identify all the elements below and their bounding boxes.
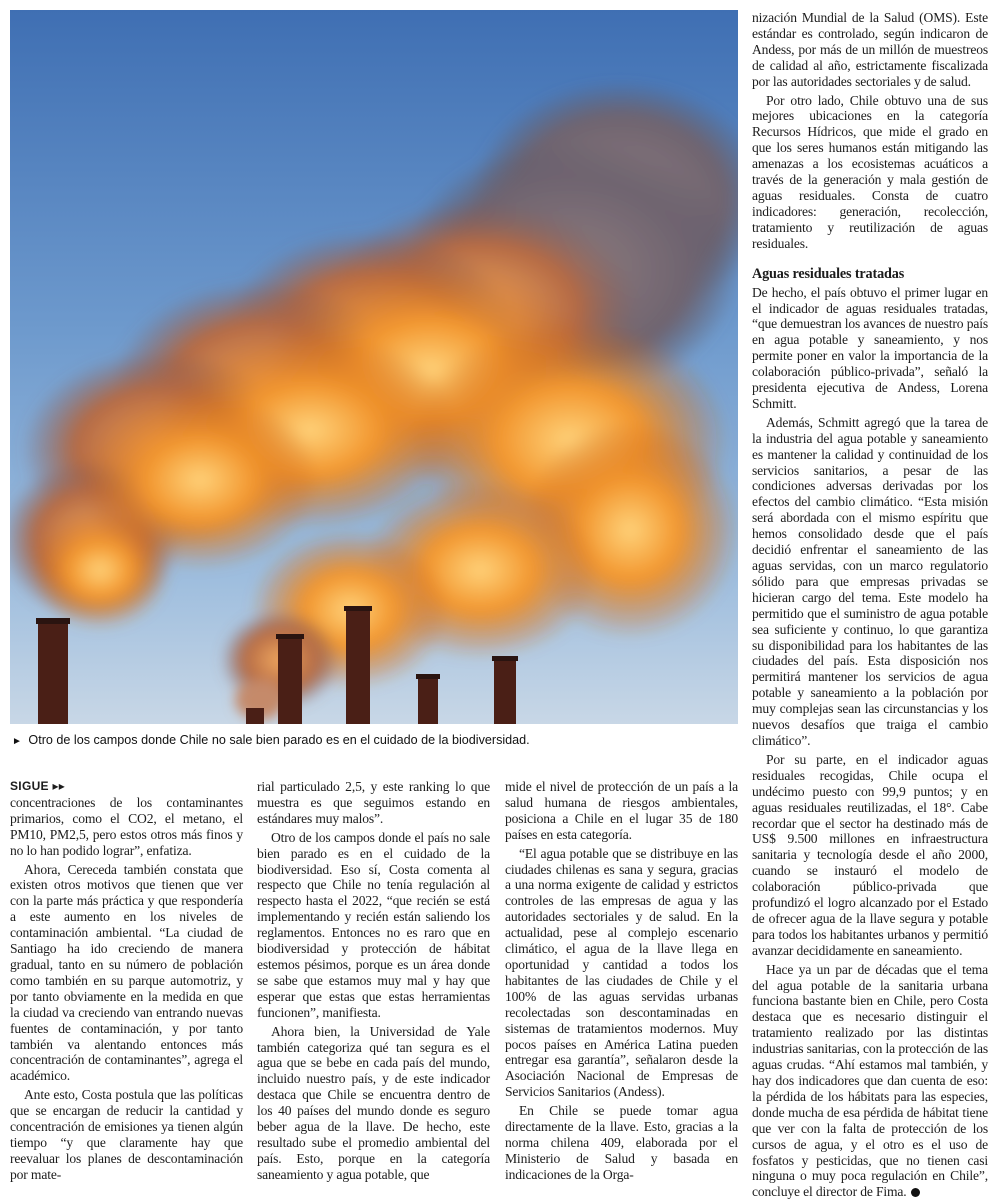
caption-arrow-icon: ► (12, 736, 22, 747)
paragraph: Además, Schmitt agregó que la tarea de la industria del agua potable y saneamiento es mantener la calidad y continuidad de los servicios sanitarios, a pesar de las condiciones adversas derivadas por los efectos del cambio climático. “Esta misión será abordada con el mismo espíritu que hemos consolidado desde que el país decidió enfrentar el saneamiento de las aguas servidas, con un marco regulatorio sólido para que empresas privadas se hicieran cargo del tema. Este modelo ha permitido que el suministro de agua potable sea suficiente y continuo, lo que garantiza su disponibilidad para los habitantes de las ciudades del país. Esta disposición nos permitirá mantener los servicios de agua potable y saneamiento a la población por muy complejas sean las circunstancias y los nuevos desafíos que traiga el cambio climático”. (752, 414, 988, 748)
paragraph: Ante esto, Costa postula que las políticas que se encargan de reducir la cantidad y concentración de emisiones ya tienen algún tiempo “y que claramente hay que reevaluar los planes de descontaminación por mate- (10, 1087, 243, 1182)
article-column-3 (505, 779, 738, 1183)
caption-text: Otro de los campos donde Chile no sale bien parado es en el cuidado de la biodiversidad. (28, 733, 530, 747)
paragraph: Otro de los campos donde el país no sale bien parado es en el cuidado de la biodiversidad. Eso sí, Costa comenta al respecto que Chile no tenía regulación al respecto hasta el 2022, “que recién se está implementando y recién están saliendo los reglamentos. Entonces no es raro que en biodiversidad y protección de hábitat estemos pésimos, porque es un área donde se sabe que estamos muy mal y hay que esperar que estas que estas herramientas funcionen”, manifiesta. (257, 829, 490, 1020)
paragraph: Por su parte, en el indicador aguas residuales recogidas, Chile ocupa el undécimo puesto con 99,9 puntos; y en aguas residuales reutilizadas, el 18°. Cabe recordar que el sector ha destinado más de US$ 9.500 millones en infraestructura sanitaria y tecnología desde el año 2000, cuando se instauró el modelo de colaboración público-privada que profundizó el logro alcanzado por el Estado de ofrecer agua de la llave segura y potable para todos los habitantes urbanos y permitió avanzar decididamente en saneamiento. (752, 751, 988, 958)
paragraph: nización Mundial de la Salud (OMS). Este estándar es controlado, según indicaron de Andess, por más de un millón de muestreos de calidad al año, estrictamente fiscalizada por las autoridades sectoriales y de salud. (752, 10, 988, 89)
paragraph-final (752, 962, 988, 1200)
section-subheading: Aguas residuales tratadas (752, 265, 905, 282)
smokestacks-photo (10, 10, 738, 724)
article-column-2 (257, 779, 490, 1183)
article-column-4 (752, 10, 988, 1200)
paragraph: Ahora bien, la Universidad de Yale también categoriza qué tan segura es el agua que se bebe en cada país del mundo, incluido nuestro país, y de este indicador destaca que Chile se encuentra dentro de los 40 países del mundo donde es seguro beber agua de la llave. De hecho, este resultado sube el promedio ambiental del país. Esto, porque en la categoría saneamiento y agua potable, que (257, 1023, 490, 1182)
paragraph: En Chile se puede tomar agua directamente de la llave. Esto, gracias a la norma chilena 409, elaborada por el Ministerio de Salud y basada en indicaciones de la Orga- (505, 1103, 738, 1182)
paragraph-final-text: Hace ya un par de décadas que el tema del agua potable de la sanitaria urbana funciona bastante bien en Chile, pero Costa destaca que es necesario distinguir el tratamiento realizado por las distintas industrias sanitarias, con la protección de las aguas crudas. “Ahí estamos mal también, y hay dos indicadores que dan cuenta de eso: la pérdida de los hábitats para las especies, donde mucha de esa pérdida de hábitat tiene que ver con la falta de protección de los cursos de agua, y el otro es el uso de fosfatos y pesticidas, que no tienen casi ninguna o muy poca regulación en Chile”, concluye el director de Fima. (752, 961, 988, 1200)
photo-caption (12, 731, 738, 751)
paragraph: rial particulado 2,5, y este ranking lo que muestra es que seguimos estando en estándares muy malos”. (257, 779, 490, 826)
sigue-label: SIGUE ▸▸ (10, 779, 66, 793)
paragraph: Por otro lado, Chile obtuvo una de sus mejores ubicaciones en la categoría Recursos Hídricos, que mide el grado en que los seres humanos están mitigando las amenazas a los ecosistemas acuáticos a través de la generación y mala gestión de aguas residuales. Consta de cuatro indicadores: generación, recolección, tratamiento y reutilización de aguas residuales. (752, 92, 988, 251)
article-column-1 (10, 779, 243, 1183)
paragraph: “El agua potable que se distribuye en las ciudades chilenas es sana y segura, gracias a una norma exigente de calidad y estrictos controles de las empresas de agua y las autoridades sectoriales y de salud. En la actualidad, pese al complejo escenario climático, el agua de la llave llega en oportunidad y cantidad a todos los habitantes de las ciudades de Chile y el 100% de las aguas servidas urbanas recolectadas son descontaminadas en sistemas de tratamientos modernos. Muy pocos países en América Latina pueden entregar esa garantía”, señalaron desde la Asociación Nacional de Empresas de Servicios Sanitarios (Andess). (505, 845, 738, 1100)
end-of-article-icon (911, 1188, 920, 1197)
paragraph: concentraciones de los contaminantes primarios, como el CO2, el metano, el PM10, PM2,5, pero estos otros más finos y no lo han podido lograr”, enfatiza. (10, 794, 243, 858)
paragraph: De hecho, el país obtuvo el primer lugar en el indicador de aguas residuales tratadas, “que demuestran los avances de nuestro país en agua potable y saneamiento, y nos permite poner en valor la importancia de la colaboración público-privada”, señaló la presidenta ejecutiva de Andess, Lorena Schmitt. (752, 284, 988, 411)
paragraph: Ahora, Cereceda también constata que existen otros motivos que tienen que ver con la parte más práctica y que respondería a este aumento en los niveles de contaminación ambiental. “La ciudad de Santiago ha ido creciendo de manera gradual, tanto en su número de población como también en su parque automotriz, y por tanto obviamente en la medida en que la ciudad va creciendo van entrando nuevas fuentes de contaminación, y por tanto también va alentando entonces más concentración de contaminantes”, agrega el académico. (10, 861, 243, 1084)
paragraph: mide el nivel de protección de un país a la salud humana de riesgos ambientales, posiciona a Chile en el lugar 35 de 180 países en esta categoría. (505, 779, 738, 842)
